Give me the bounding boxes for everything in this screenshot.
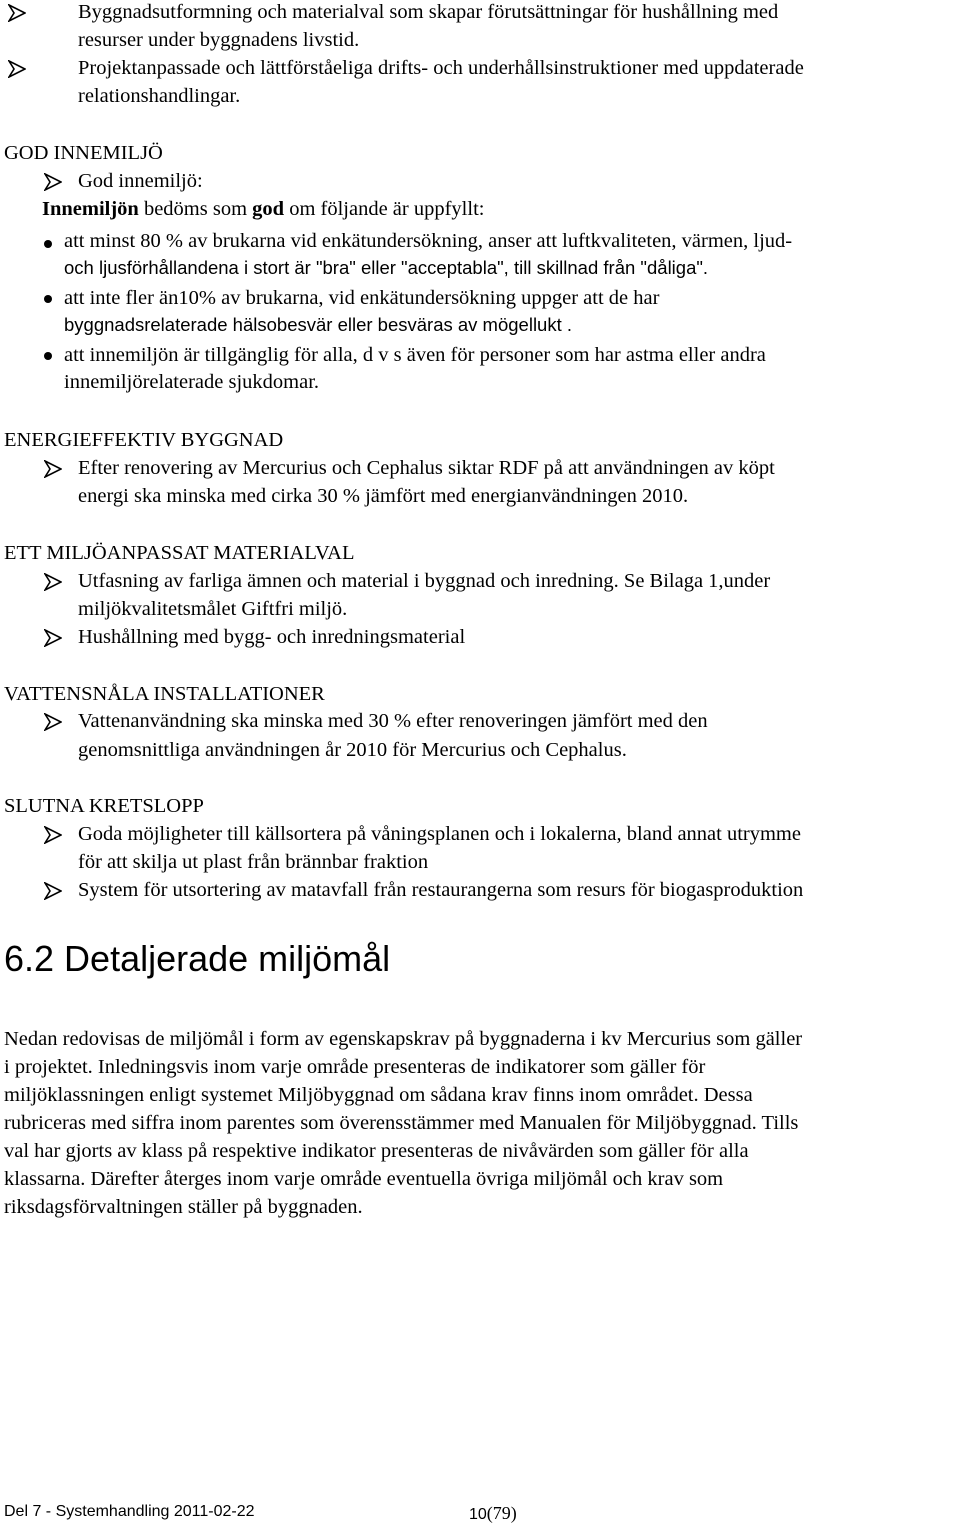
arrow-bullet-icon	[44, 460, 62, 478]
intro-text: bedöms som	[138, 198, 253, 220]
arrow-bullet-icon	[44, 713, 62, 731]
paragraph-line: riksdagsförvaltningen ställer på byggnaden.	[4, 1196, 363, 1218]
list-item-line: Projektanpassade och lättförståeliga drifts- och underhållsinstruktioner med uppdaterade	[78, 57, 804, 79]
intro-bold-term: god	[252, 198, 285, 220]
list-item-line: System för utsortering av matavfall från restaurangerna som resurs för biogasproduktion	[78, 879, 804, 901]
arrow-bullet-icon	[44, 629, 62, 647]
arrow-bullet-icon	[8, 60, 26, 78]
paragraph-line: klassarna. Därefter återges inom varje område eventuella övriga miljömål och krav som	[4, 1168, 724, 1190]
arrow-bullet-icon	[8, 4, 26, 22]
total-pages: (79)	[486, 1503, 517, 1523]
list-item-line: miljökvalitetsmålet Giftfri miljö.	[78, 598, 348, 620]
list-item-line: Byggnadsutformning och materialval som skapar förutsättningar för hushållning med	[78, 1, 779, 23]
paragraph-line: i projektet. Inledningsvis inom varje område presenteras de indikatorer som gäller för	[4, 1056, 706, 1078]
bullet-line: och ljusförhållandena i stort är "bra" eller "acceptabla", till skillnad från "dåliga".	[64, 257, 709, 278]
bullet-line: innemiljörelaterade sjukdomar.	[64, 371, 320, 393]
list-item-line: Goda möjligheter till källsortera på våningsplanen och i lokalerna, bland annat utrymme	[78, 823, 801, 845]
section-heading: VATTENSNÅLA INSTALLATIONER	[4, 683, 325, 705]
arrow-bullet-icon	[44, 882, 62, 900]
section-heading: ETT MILJÖANPASSAT MATERIALVAL	[4, 542, 355, 564]
section-heading: GOD INNEMILJÖ	[4, 142, 163, 164]
list-item-line: relationshandlingar.	[78, 85, 241, 107]
bullet-line: att innemiljön är tillgänglig för alla, d v s även för personer som har astma eller andra	[64, 344, 766, 366]
round-bullet-icon	[44, 295, 52, 303]
list-item-line: resurser under byggnadens livstid.	[78, 29, 360, 51]
footer-document-label: Del 7 - Systemhandling 2011-02-22	[4, 1503, 255, 1520]
page-title: 6.2 Detaljerade miljömål	[4, 938, 391, 979]
bullet-line: byggnadsrelaterade hälsobesvär eller besväras av mögellukt .	[64, 314, 573, 335]
list-item-line: Utfasning av farliga ämnen och material i byggnad och inredning. Se Bilaga 1,under	[78, 570, 771, 592]
list-item-line: Efter renovering av Mercurius och Cephalus siktar RDF på att användningen av köpt	[78, 457, 775, 479]
section-heading: ENERGIEFFEKTIV BYGGNAD	[4, 429, 284, 451]
paragraph-line: rubriceras med siffra inom parentes som överensstämmer med Manualen för Miljöbyggnad. Tills	[4, 1112, 799, 1134]
list-item-line: Hushållning med bygg- och inredningsmaterial	[78, 626, 466, 648]
bullet-line: att inte fler än10% av brukarna, vid enkätundersökning uppger att de har	[64, 287, 660, 309]
paragraph-line: val har gjorts av klass på respektive indikator presenteras de nivåvärden som gäller för alla	[4, 1140, 749, 1162]
current-page: 10	[469, 1506, 487, 1523]
round-bullet-icon	[44, 352, 52, 360]
arrow-bullet-icon	[44, 573, 62, 591]
intro-text: om följande är uppfyllt:	[284, 198, 485, 220]
subheading: God innemiljö:	[78, 170, 203, 192]
list-item-line: Vattenanvändning ska minska med 30 % efter renoveringen jämfört med den	[78, 710, 708, 732]
arrow-bullet-icon	[44, 173, 62, 191]
footer-page-number	[469, 1504, 517, 1523]
paragraph-line: miljöklassningen enligt systemet Miljöbyggnad om sådana krav finns inom området. Dessa	[4, 1084, 753, 1106]
section-heading: SLUTNA KRETSLOPP	[4, 795, 204, 817]
intro-line	[42, 199, 484, 220]
paragraph-line: Nedan redovisas de miljömål i form av egenskapskrav på byggnaderna i kv Mercurius som gäller	[4, 1028, 803, 1050]
list-item-line: energi ska minska med cirka 30 % jämfört med energianvändningen 2010.	[78, 485, 689, 507]
bullet-line: att minst 80 % av brukarna vid enkätundersökning, anser att luftkvaliteten, värmen, ljud-	[64, 230, 793, 252]
list-item-line: för att skilja ut plast från brännbar fraktion	[78, 851, 429, 873]
arrow-bullet-icon	[44, 826, 62, 844]
intro-bold-term: Innemiljön	[42, 198, 139, 220]
round-bullet-icon	[44, 240, 52, 248]
list-item-line: genomsnittliga användningen år 2010 för Mercurius och Cephalus.	[78, 739, 627, 761]
